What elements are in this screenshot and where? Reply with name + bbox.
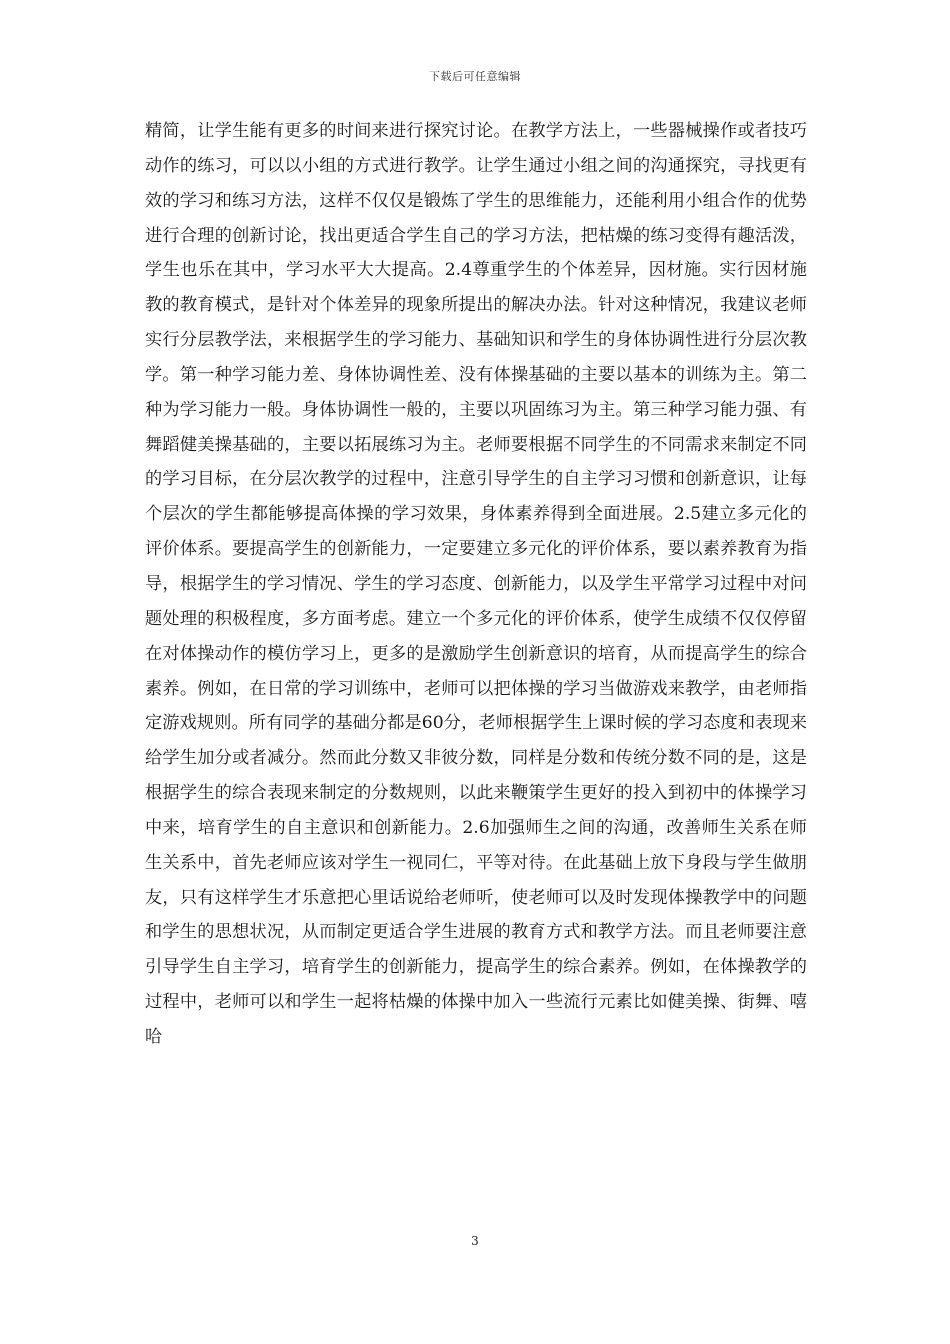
page-number: 3 [471, 1234, 479, 1248]
body-paragraph: 精简，让学生能有更多的时间来进行探究讨论。在教学方法上，一些器械操作或者技巧动作的练习，可以以小组的方式进行教学。让学生通过小组之间的沟通探究，寻找更有效的学习和练习方法，这样不仅仅是锻炼了学生的思维能力，还能利用小组合作的优势进行合理的创新讨论，找出更适合学生自己的学习方法，把枯燥的练习变得有趣活泼，学生也乐在其中，学习水平大大提高。2.4尊重学生的个体差异，因材施。实行因材施教的教育模式，是针对个体差异的现象所提出的解决办法。针对这种情况，我建议老师实行分层教学法，来根据学生的学习能力、基础知识和学生的身体协调性进行分层次教学。第一种学习能力差、身体协调性差、没有体操基础的主要以基本的训练为主。第二种为学习能力一般。身体协调性一般的，主要以巩固练习为主。第三种学习能力强、有舞蹈健美操基础的，主要以拓展练习为主。老师要根据不同学生的不同需求来制定不同的学习目标，在分层次教学的过程中，注意引导学生的自主学习习惯和创新意识，让每个层次的学生都能够提高体操的学习效果，身体素养得到全面进展。2.5建立多元化的评价体系。要提高学生的创新能力，一定要建立多元化的评价体系，要以素养教育为指导，根据学生的学习情况、学生的学习态度、创新能力，以及学生平常学习过程中对问题处理的积极程度，多方面考虑。建立一个多元化的评价体系，使学生成绩不仅仅停留在对体操动作的模仿学习上，更多的是激励学生创新意识的培育，从而提高学生的综合素养。例如，在日常的学习训练中，老师可以把体操的学习当做游戏来教学，由老师指定游戏规则。所有同学的基础分都是60分，老师根据学生上课时候的学习态度和表现来给学生加分或者减分。然而此分数又非彼分数，同样是分数和传统分数不同的是，这是根据学生的综合表现来制定的分数规则，以此来鞭策学生更好的投入到初中的体操学习中来，培育学生的自主意识和创新能力。2.6加强师生之间的沟通，改善师生关系在师生关系中，首先老师应该对学生一视同仁，平等对待。在此基础上放下身段与学生做朋友，只有这样学生才乐意把心里话说给老师听，使老师可以及时发现体操教学中的问题和学生的思想状况，从而制定更适合学生进展的教育方式和教学方法。而且老师要注意引导学生自主学习，培育学生的创新能力，提高学生的综合素养。例如，在体操教学的过程中，老师可以和学生一起将枯燥的体操中加入一些流行元素比如健美操、街舞、嘻哈 [145, 121, 807, 1047]
page-header-note: 下载后可任意编辑 [429, 70, 521, 83]
